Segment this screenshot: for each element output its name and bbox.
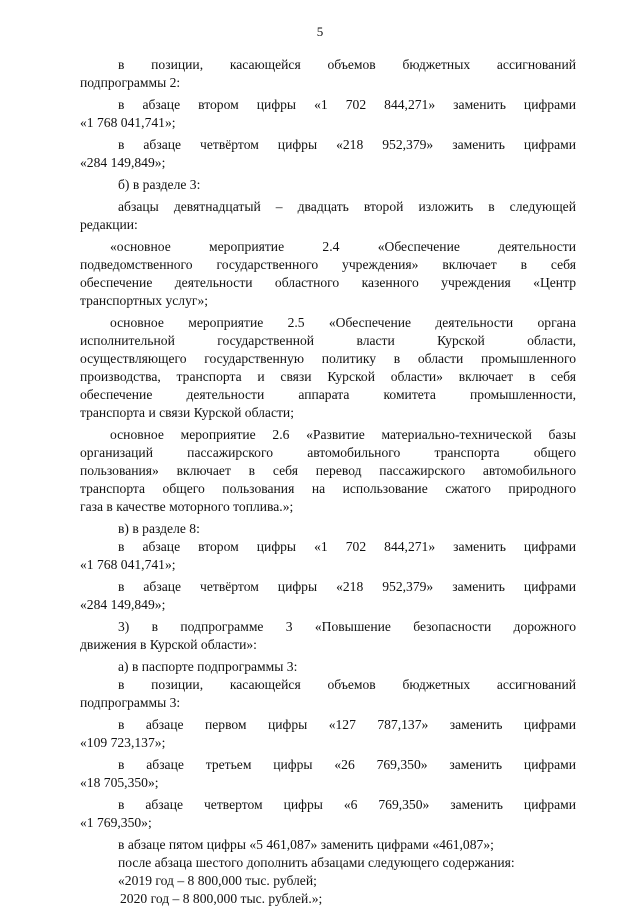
paragraph-line: в абзаце четвёртом цифры «218 952,379» заменить цифрами xyxy=(118,579,576,594)
paragraph-line: транспорта общего пользования на использование сжатого природного xyxy=(80,481,576,496)
paragraph-line: подпрограммы 2: xyxy=(80,75,181,90)
paragraph-line: в позиции, касающейся объемов бюджетных ассигнований xyxy=(118,677,576,692)
paragraph-line: «1 768 041,741»; xyxy=(80,557,176,572)
paragraph-line: обеспечение деятельности аппарата комитета промышленности, xyxy=(80,387,576,402)
paragraph-line: подведомственного государственного учреждения» включает в себя xyxy=(80,257,576,272)
paragraph-line: производства, транспорта и связи Курской области» включает в себя xyxy=(80,369,576,384)
paragraph-line: исполнительной государственной власти Курской области, xyxy=(80,333,576,348)
paragraph-line: в) в разделе 8: xyxy=(118,521,200,536)
paragraph-line: пользования» включает в себя перевод пассажирского автомобильного xyxy=(80,463,576,478)
document-body xyxy=(80,56,576,908)
paragraph-line: «1 769,350»; xyxy=(80,815,152,830)
paragraph-line: в абзаце четвертом цифры «6 769,350» заменить цифрами xyxy=(118,797,576,812)
paragraph-line: транспортных услуг»; xyxy=(80,293,209,308)
paragraph-line: в позиции, касающейся объемов бюджетных ассигнований xyxy=(118,57,576,72)
paragraph-line: 2020 год – 8 800,000 тыс. рублей.»; xyxy=(120,891,323,906)
paragraph-line: абзацы девятнадцатый – двадцать второй изложить в следующей xyxy=(118,199,576,214)
page-number: 5 xyxy=(316,24,324,39)
paragraph-line: обеспечение деятельности областного казенного учреждения «Центр xyxy=(80,275,576,290)
paragraph-line: после абзаца шестого дополнить абзацами следующего содержания: xyxy=(118,855,515,870)
paragraph-line: в абзаце втором цифры «1 702 844,271» заменить цифрами xyxy=(118,539,576,554)
paragraph-line: организаций пассажирского автомобильного транспорта общего xyxy=(80,445,576,460)
paragraph-line: «284 149,849»; xyxy=(80,597,166,612)
paragraph-line: 3) в подпрограмме 3 «Повышение безопасности дорожного xyxy=(118,619,576,634)
paragraph-line: основное мероприятие 2.6 «Развитие материально-технической базы xyxy=(110,427,576,442)
paragraph-line: в абзаце первом цифры «127 787,137» заменить цифрами xyxy=(118,717,576,732)
paragraph-line: «18 705,350»; xyxy=(80,775,159,790)
paragraph-line: подпрограммы 3: xyxy=(80,695,181,710)
paragraph-line: а) в паспорте подпрограммы 3: xyxy=(118,659,298,674)
paragraph-line: б) в разделе 3: xyxy=(118,177,201,192)
paragraph-line: редакции: xyxy=(80,217,138,232)
paragraph-line: осуществляющего государственную политику в области промышленного xyxy=(80,351,576,366)
paragraph-line: в абзаце третьем цифры «26 769,350» заменить цифрами xyxy=(118,757,576,772)
paragraph-line: газа в качестве моторного топлива.»; xyxy=(80,499,294,514)
paragraph-line: в абзаце пятом цифры «5 461,087» заменить цифрами «461,087»; xyxy=(118,837,494,852)
paragraph-line: в абзаце четвёртом цифры «218 952,379» заменить цифрами xyxy=(118,137,576,152)
paragraph-line: «284 149,849»; xyxy=(80,155,166,170)
paragraph-line: «2019 год – 8 800,000 тыс. рублей; xyxy=(118,873,317,888)
paragraph-line: в абзаце втором цифры «1 702 844,271» заменить цифрами xyxy=(118,97,576,112)
paragraph-line: движения в Курской области»: xyxy=(80,637,257,652)
paragraph-line: «1 768 041,741»; xyxy=(80,115,176,130)
paragraph-line: основное мероприятие 2.5 «Обеспечение деятельности органа xyxy=(110,315,576,330)
paragraph-line: «основное мероприятие 2.4 «Обеспечение деятельности xyxy=(110,239,576,254)
paragraph-line: транспорта и связи Курской области; xyxy=(80,405,294,420)
paragraph-line: «109 723,137»; xyxy=(80,735,166,750)
